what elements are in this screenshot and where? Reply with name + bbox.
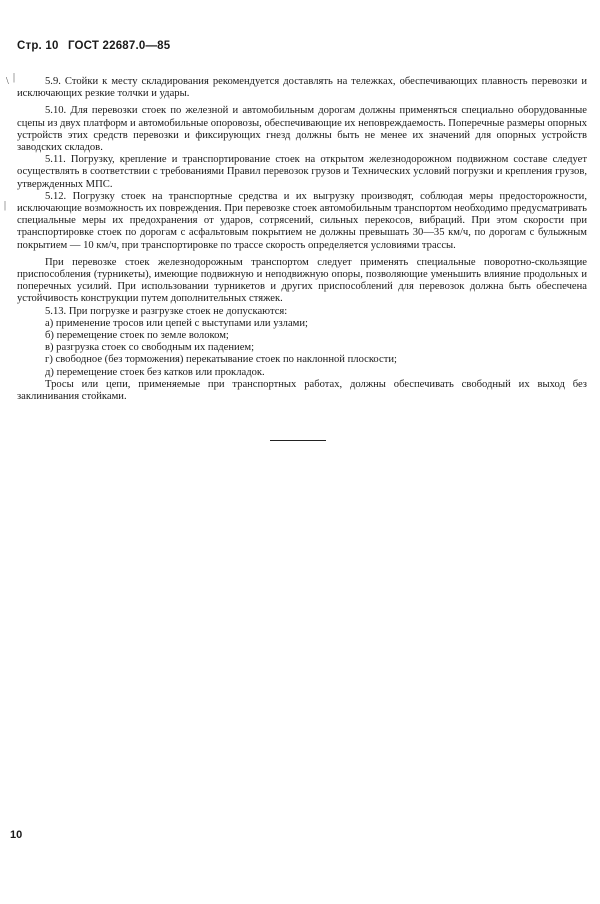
margin-mark: \: [6, 76, 9, 87]
paragraph-5-10: 5.10. Для перевозки стоек по железной и автомобильным дорогам должны применяться специально оборудованные сцепы из двух платформ и автомобильные опоровозы, обеспечивающие их неповреждаемость. Поперечные размеры опорных устройств этих средств перевозки и фиксирующих гнезд должны быть не менее их значений для опорных устройств заводских складов.: [17, 105, 587, 154]
margin-mark: |: [13, 72, 16, 83]
list-item-a: а) применение тросов или цепей с выступами или узлами;: [45, 317, 308, 329]
list-item-v: в) разгрузка стоек со свободным их падением;: [45, 342, 255, 354]
page-number: 10: [10, 829, 23, 841]
paragraph-5-9: 5.9. Стойки к месту складирования рекомендуется доставлять на тележках, обеспечивающих плавность перевозки и исключающих резкие толчки и удары.: [17, 76, 587, 100]
list-item-b: б) перемещение стоек по земле волоком;: [45, 330, 229, 342]
list-item-g: г) свободное (без торможения) перекатывание стоек по наклонной плоскости;: [45, 354, 397, 366]
section-divider: [270, 440, 326, 441]
paragraph-5-12: 5.12. Погрузку стоек на транспортные средства и их выгрузку производят, соблюдая меры предосторожности, исключающие возможность их повреждения. При перевозке стоек автомобильным транспортом необходимо предусматривать специальные меры их предохранения от ударов, сотрясений, сильных перекосов, вибраций. При этом скорости при транспортировке стоек по дорогам с асфальтовым покрытием не должны превышать 30—35 км/ч, по дорогам с булыжным покрытием — 10 км/ч, при транспортировке по трассе скорость определяется условиями трассы.: [17, 190, 587, 251]
margin-mark: |: [4, 200, 7, 211]
paragraph-5-12-continued: При перевозке стоек железнодорожным транспортом следует применять специальные поворотно-скользящие приспособления (турникеты), имеющие подвижную и неподвижную опоры, позволяющие уменьшить влияние продольных и поперечных усилий. При использовании турникетов и других приспособлений для перевозок должна быть обеспечена устойчивость конструкции путем дополнительных стяжек.: [17, 256, 587, 305]
paragraph-final: Тросы или цепи, применяемые при транспортных работах, должны обеспечивать свободный их выход без заклинивания стойками.: [17, 378, 587, 403]
document-body: [17, 76, 587, 403]
page-header: [17, 40, 176, 52]
paragraph-5-13: 5.13. При погрузке и разгрузке стоек не допускаются:: [45, 305, 288, 317]
page-label: Стр. 10: [17, 40, 59, 52]
paragraph-5-11: 5.11. Погрузку, крепление и транспортирование стоек на открытом железнодорожном подвижном составе следует осуществлять в соответствии с требованиями Правил перевозок грузов и Технических условий погрузки и крепления грузов, утвержденных МПС.: [17, 154, 587, 190]
standard-number: ГОСТ 22687.0—85: [67, 40, 171, 52]
list-item-d: д) перемещение стоек без катков или прокладок.: [45, 366, 265, 378]
